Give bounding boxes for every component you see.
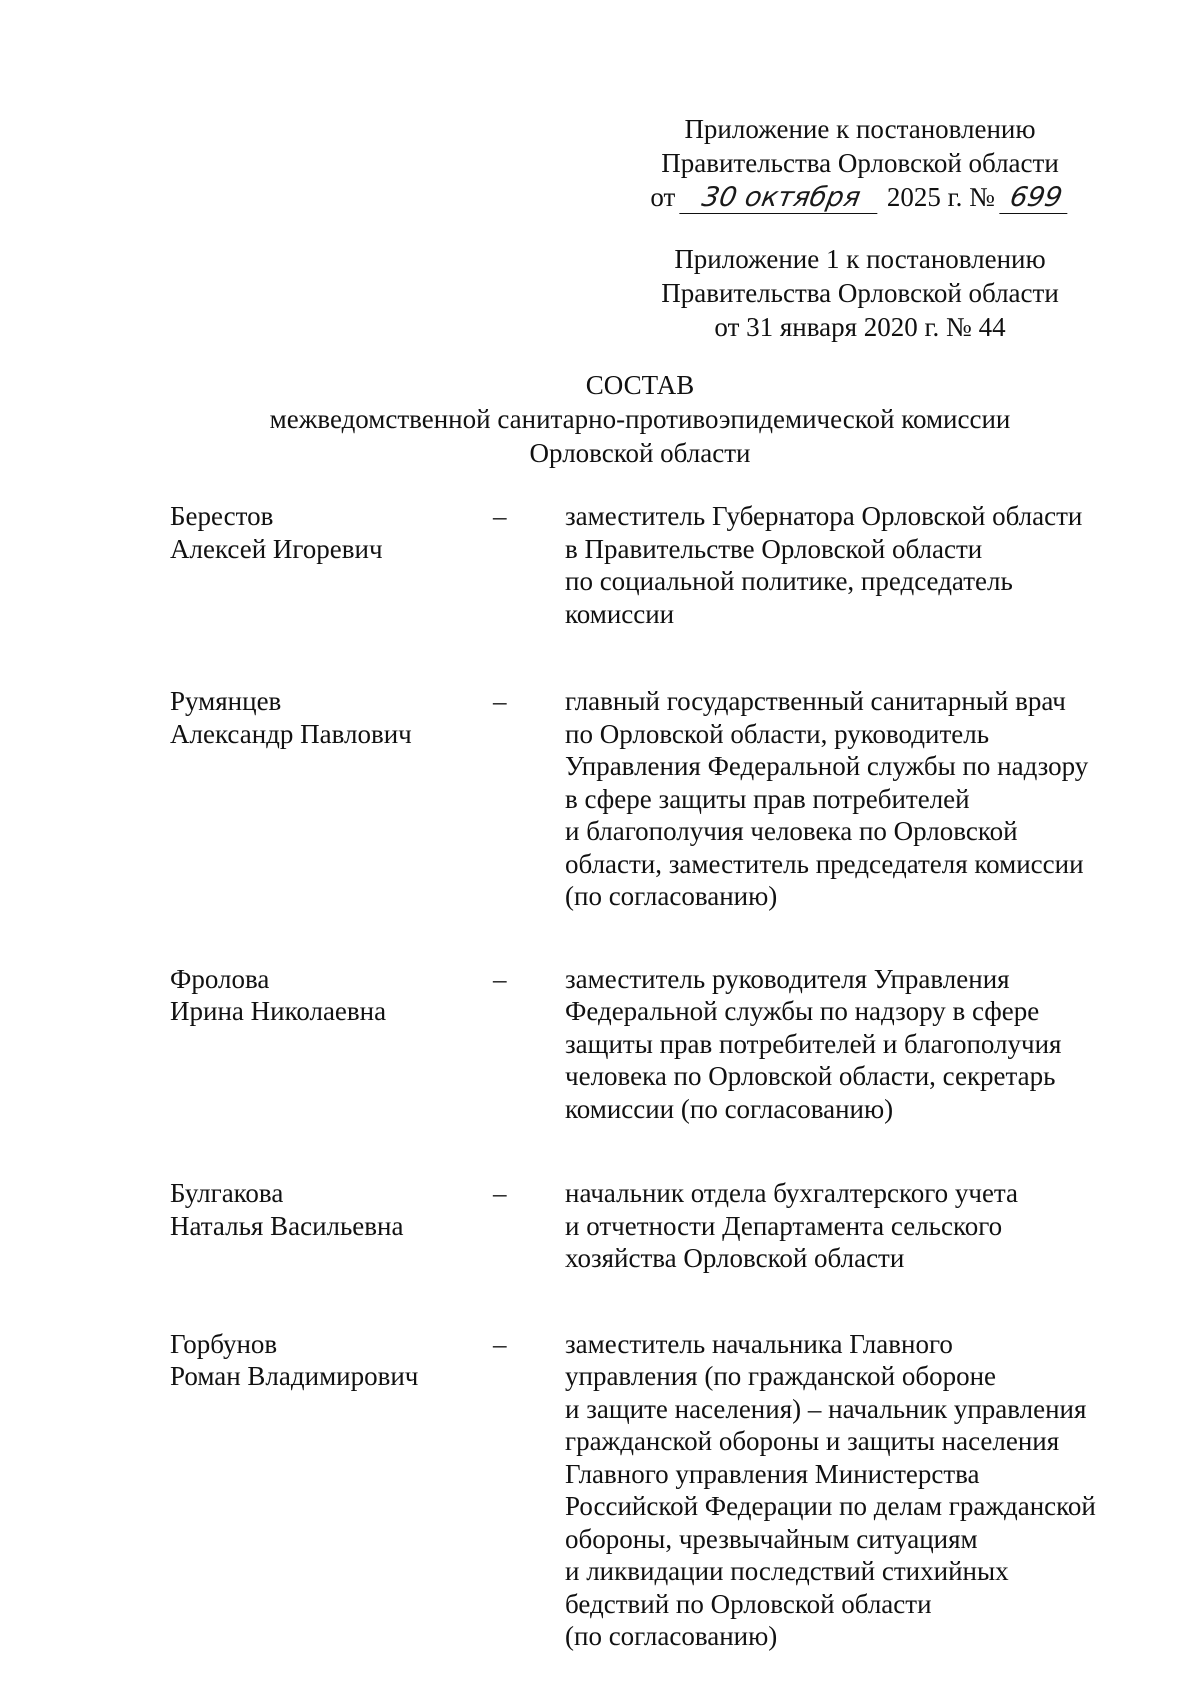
appendix-original-reference [600, 242, 1120, 344]
member-role-line: заместитель начальника Главного [565, 1328, 953, 1359]
member-name [170, 1328, 490, 1393]
member-dash: – [493, 963, 507, 994]
member-name [170, 685, 490, 750]
member-role-line: Главного управления Министерства [565, 1458, 980, 1489]
member-given-name: Ирина Николаевна [170, 996, 387, 1026]
member-role-line: главный государственный санитарный врач [565, 686, 1066, 716]
member-name [170, 500, 490, 565]
member-role-line: бедствий по Орловской области [565, 1588, 932, 1619]
member-role-line: (по согласованию) [565, 1621, 778, 1651]
title-line1: межведомственной санитарно-противоэпидемической комиссии [269, 404, 1011, 434]
member-role-line: в сфере защиты прав потребителей [565, 783, 970, 814]
member-entry [170, 685, 1130, 913]
commission-members-list [170, 500, 1130, 1653]
member-role-line: области, заместитель председателя комиссии [565, 848, 1084, 879]
member-role-line: и ликвидации последствий стихийных [565, 1556, 1009, 1586]
appendix-current-line1: Приложение к постановлению [684, 114, 1036, 144]
member-separator [170, 1125, 1130, 1177]
member-given-name: Наталья Васильевна [170, 1210, 404, 1241]
member-role-line: Российской Федерации по делам гражданской [565, 1491, 1096, 1521]
title-heading: СОСТАВ [585, 370, 695, 400]
appendix-original-line3: от 31 января 2020 г. № 44 [714, 312, 1006, 342]
member-role-line: (по согласованию) [565, 881, 778, 911]
member-entry [170, 1177, 1130, 1275]
member-role-line: заместитель Губернатора Орловской области [565, 501, 1083, 531]
handwritten-number: 699 [999, 183, 1072, 214]
member-role-line: гражданской обороны и защиты населения [565, 1426, 1060, 1456]
member-role-line: комиссии [565, 598, 675, 629]
member-entry [170, 963, 1130, 1126]
member-role [565, 963, 1165, 1126]
appendix-current-prefix: от [650, 182, 676, 212]
member-role-line: Федеральной службы по надзору в сфере [565, 996, 1040, 1026]
appendix-original-line2: Правительства Орловской области [661, 278, 1059, 308]
member-role-line: Управления Федеральной службы по надзору [565, 751, 1089, 781]
document-title [160, 368, 1120, 470]
member-entry [170, 500, 1130, 630]
member-role-line: хозяйства Орловской области [565, 1243, 905, 1273]
appendix-current-line2: Правительства Орловской области [661, 148, 1059, 178]
member-separator [170, 630, 1130, 685]
member-dash: – [493, 686, 507, 716]
member-name [170, 1177, 490, 1242]
member-role-line: по социальной политике, председатель [565, 566, 1013, 596]
member-role-line: и защите населения) – начальник управления [565, 1393, 1087, 1424]
member-surname: Румянцев [170, 686, 282, 716]
member-dash: – [493, 501, 507, 531]
member-role-line: управления (по гражданской обороне [565, 1361, 997, 1391]
member-separator [170, 913, 1130, 963]
member-surname: Булгакова [170, 1178, 284, 1208]
member-role-line: обороны, чрезвычайным ситуациям [565, 1523, 978, 1554]
member-role-line: заместитель руководителя Управления [565, 963, 1010, 994]
member-role-line: начальник отдела бухгалтерского учета [565, 1178, 1019, 1208]
member-surname: Фролова [170, 963, 270, 994]
appendix-original-line1: Приложение 1 к постановлению [674, 244, 1046, 274]
member-entry [170, 1328, 1130, 1653]
member-role [565, 1328, 1165, 1653]
title-line2: Орловской области [529, 438, 751, 468]
member-given-name: Роман Владимирович [170, 1361, 419, 1391]
member-role [565, 1177, 1165, 1275]
member-dash: – [493, 1178, 507, 1208]
appendix-current-reference [600, 112, 1120, 214]
member-name [170, 963, 490, 1028]
member-role-line: комиссии (по согласованию) [565, 1093, 894, 1124]
member-role [565, 685, 1165, 913]
member-role-line: защиты прав потребителей и благополучия [565, 1028, 1062, 1059]
member-role-line: в Правительстве Орловской области [565, 533, 983, 564]
handwritten-date: 30 октября [679, 183, 882, 214]
member-surname: Горбунов [170, 1328, 278, 1359]
member-given-name: Александр Павлович [170, 718, 412, 749]
member-separator [170, 1275, 1130, 1328]
member-given-name: Алексей Игоревич [170, 533, 383, 564]
member-role [565, 500, 1165, 630]
member-role-line: и благополучия человека по Орловской [565, 816, 1018, 846]
member-role-line: и отчетности Департамента сельского [565, 1210, 1003, 1241]
appendix-current-year: 2025 г. № [886, 182, 995, 212]
appendix-current-date-line [600, 180, 1120, 214]
member-dash: – [493, 1328, 507, 1359]
member-role-line: человека по Орловской области, секретарь [565, 1061, 1056, 1091]
member-role-line: по Орловской области, руководитель [565, 718, 990, 749]
member-surname: Берестов [170, 501, 274, 531]
